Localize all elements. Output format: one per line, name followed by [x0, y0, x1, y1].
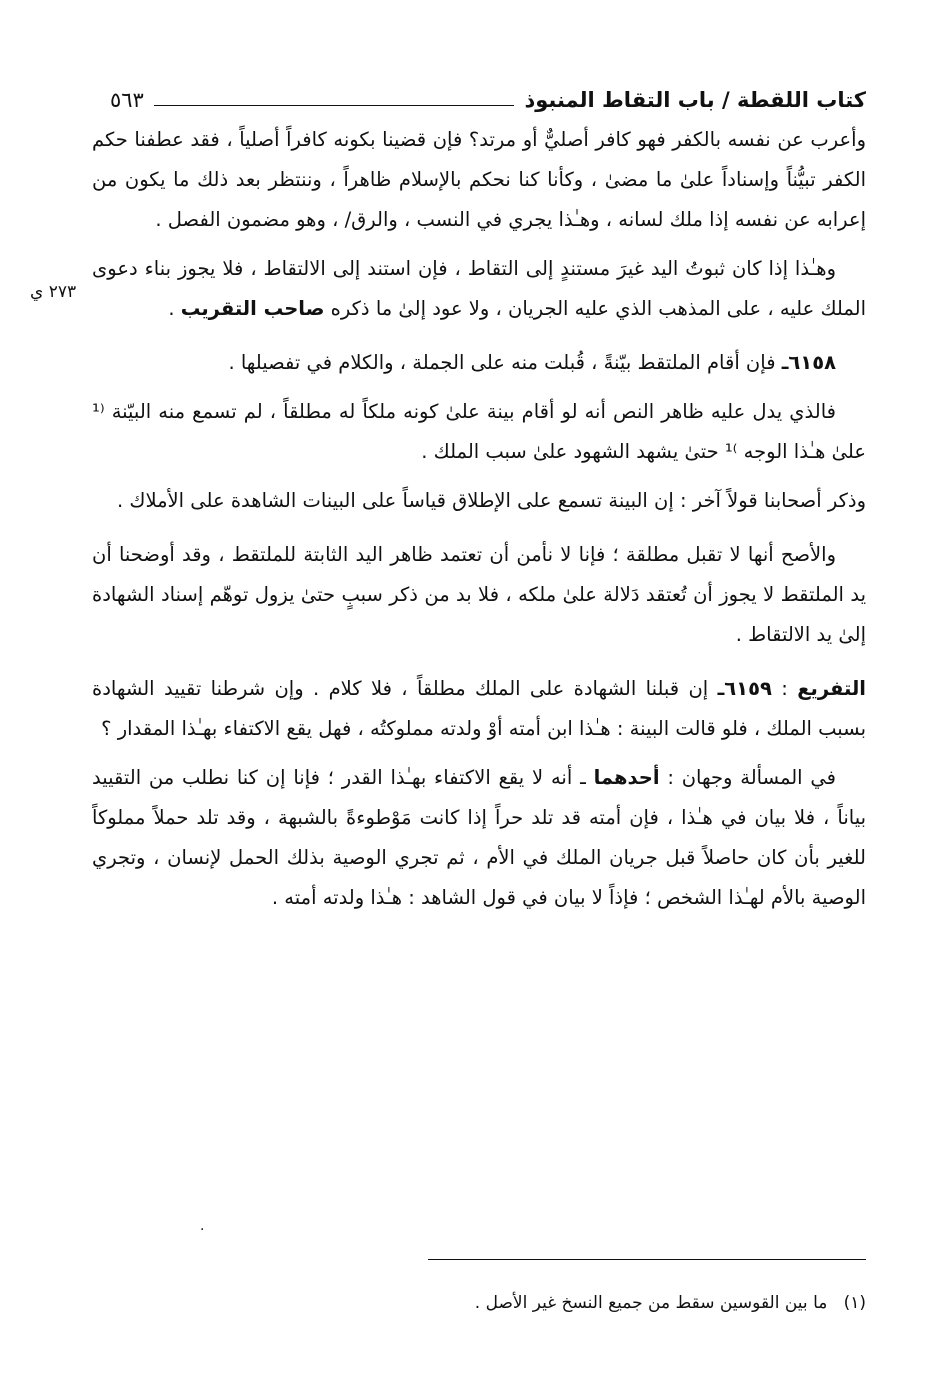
paragraph-1: وأعرب عن نفسه بالكفر فهو كافر أصليٌّ أو مرتد؟ فإن قضينا بكونه كافراً أصلياً ، فقد عطفنا حكم الكفر تبيُّناً وإسناداً علىٰ ما مضىٰ ، وكأنا كنا نحكم بالإسلام ظاهراً ، وننتظر بعد ذلك ما يكون من إعرابه عن نفسه إذا ملك لسانه ، وهـٰذا يجري في النسب ، والرق/ ، وهو مضمون الفصل . — [92, 128, 866, 231]
stray-mark: · — [200, 1222, 205, 1238]
manuscript-folio-note: ٢٧٣ ي — [30, 282, 77, 302]
paragraph-7-text: إن قبلنا الشهادة على الملك مطلقاً ، فلا كلام . وإن شرطنا تقييد الشهادة بسبب الملك ، فلو قالت البينة : هـٰذا ابن أمته أوْ ولدته مملوكتُه ، فهل يقع الاكتفاء بهـٰذا المقدار ؟ — [92, 677, 866, 740]
paragraph-3 — [92, 343, 866, 383]
header-rule — [154, 105, 515, 106]
footnote-marker: (١) — [843, 1293, 866, 1313]
running-header — [110, 80, 866, 120]
footnote-separator — [428, 1259, 866, 1260]
issue-number-6159: ٦١٥٩ـ — [717, 677, 772, 700]
tafree-label: التفريع — [797, 677, 866, 700]
paragraph-2-end: . — [168, 297, 181, 320]
paragraph-8-text: ـ أنه لا يقع الاكتفاء بهـٰذا القدر ؛ فإنا إن كنا نطلب من التقييد بياناً ، فلا بيان في هـٰذا ، فإن أمته قد تلد حراً إذا كانت مَوْطوءةً بالشبهة ، وقد تلد حملاً مملوكاً للغير بأن كان حاصلاً قبل جريان الملك في الأم ، ثم تجري الوصية بذلك الحمل لإنسان ، وتجري الوصية بالأم لهـٰذا الشخص ؛ فإذاً لا بيان في قول الشاهد : هـٰذا ولدته أمته . — [92, 766, 866, 909]
paragraph-3-text: فإن أقام الملتقط بيّنةً ، قُبلت منه على الجملة ، والكلام في تفصيلها . — [228, 351, 782, 374]
paragraph-7: التفريع : ٦١٥٩ـ إن قبلنا الشهادة على الملك مطلقاً ، فلا كلام . وإن شرطنا تقييد الشهادة بسبب الملك ، فلو قالت البينة : هـٰذا ابن أمته أوْ ولدته مملوكتُه ، فهل يقع الاكتفاء بهـٰذا المقدار ؟ — [92, 677, 866, 740]
paragraph-8 — [92, 758, 866, 918]
paragraph-2-book-name: صاحب التقريب — [180, 297, 325, 320]
main-text — [92, 120, 866, 918]
footnote-text: ما بين القوسين سقط من جميع النسخ غير الأصل . — [474, 1293, 828, 1313]
paragraph-2 — [92, 249, 866, 329]
footnote-1 — [300, 1288, 866, 1318]
paragraph-6: والأصح أنها لا تقبل مطلقة ؛ فإنا لا نأمن أن تعتمد ظاهر اليد الثابتة للملتقط ، وقد أوضحنا أن يد الملتقط لا يجوز أن تُعتقد دَلالة علىٰ ملكه ، فلا بد من ذكر سببٍ حتىٰ يزول توهّم إسناد الشهادة إلىٰ يد الالتقاط . — [92, 543, 866, 646]
paragraph-2-text: وهـٰذا إذا كان ثبوتُ اليد غيرَ مستندٍ إلى التقاط ، فإن استند إلى الالتقاط ، فلا يجوز بناء دعوى الملك عليه ، على المذهب الذي عليه الجريان ، ولا عود إلىٰ ما ذكره — [92, 257, 866, 320]
paragraph-5: وذكر أصحابنا قولاً آخر : إن البينة تسمع على الإطلاق قياساً على البينات الشاهدة على الأملاك . — [117, 489, 866, 512]
paragraph-8-first-view: أحدهما — [593, 766, 660, 789]
paragraph-4: فالذي يدل عليه ظاهر النص أنه لو أقام بينة علىٰ كونه ملكاً له مطلقاً ، لم تسمع منه البيّنة ⁽¹ علىٰ هـٰذا الوجه ⁾¹ حتىٰ يشهد الشهود علىٰ سبب الملك . — [92, 400, 866, 463]
paragraph-8-intro: في المسألة وجهان : — [659, 766, 836, 789]
chapter-title: كتاب اللقطة / باب التقاط المنبوذ — [524, 88, 866, 112]
issue-number-6158: ٦١٥٨ـ — [781, 351, 836, 374]
page-number: ٥٦٣ — [110, 88, 144, 112]
